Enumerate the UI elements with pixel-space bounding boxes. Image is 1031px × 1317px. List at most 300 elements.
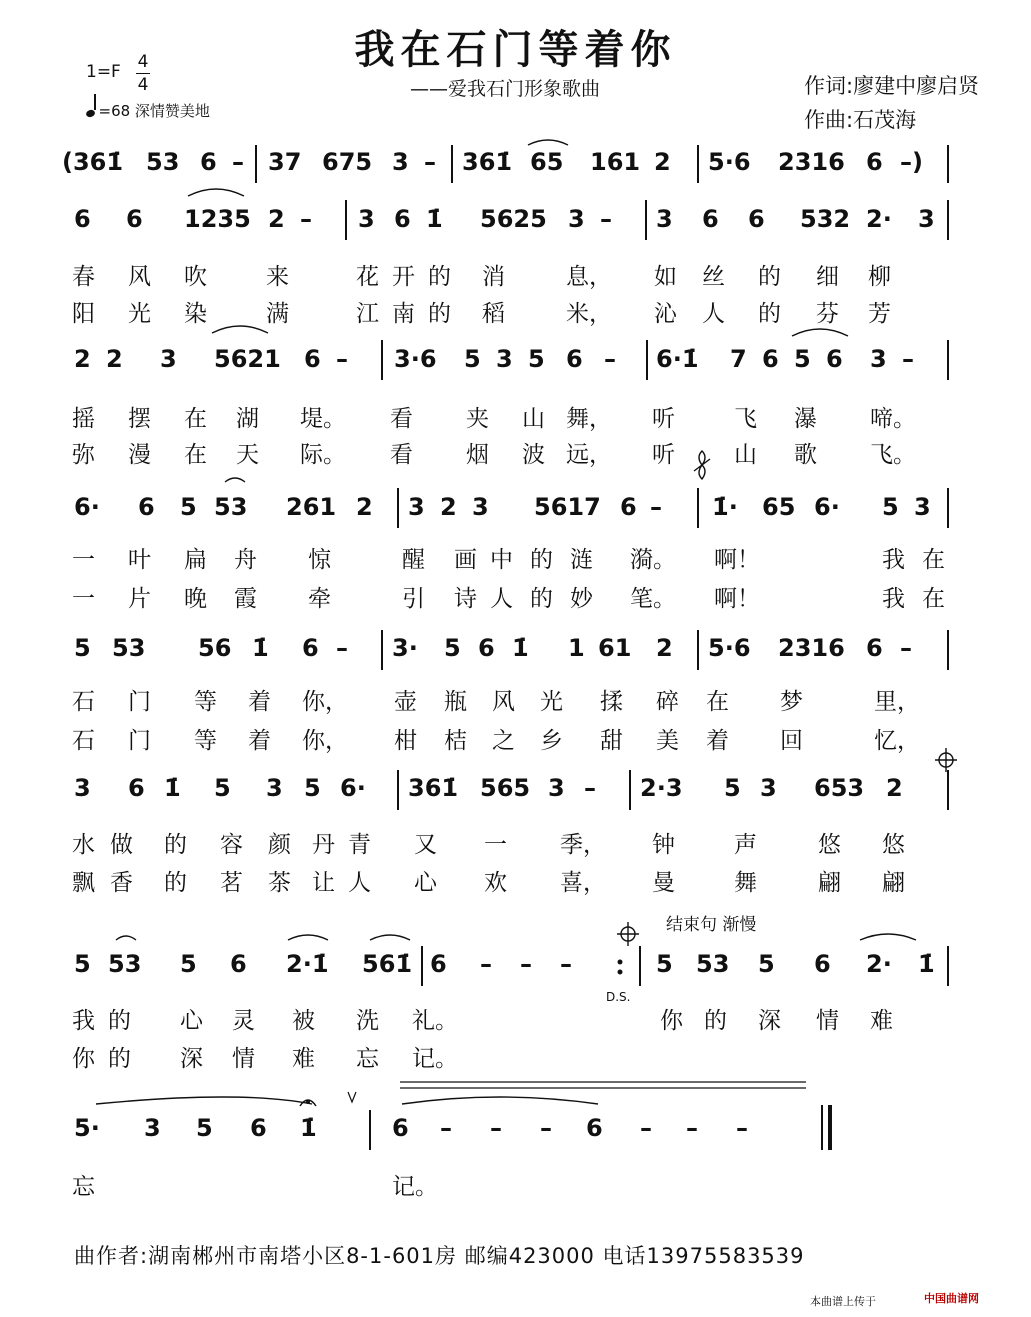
lyric-syllable: 钟 (652, 832, 675, 858)
lyric-syllable: 远， (566, 442, 612, 468)
note-group: 5 (214, 774, 231, 802)
lyric-syllable: 春 (72, 264, 95, 290)
lyric-syllable: 中 (490, 547, 513, 573)
note-group: 1 (568, 634, 585, 662)
note-group: 3 (266, 774, 283, 802)
lyric-syllable: 舞， (566, 406, 612, 432)
lyric-syllable: 欢 (484, 870, 507, 896)
tempo-text: =68 深情赞美地 (98, 102, 210, 120)
note-group: 61 (598, 634, 632, 662)
lyric-syllable: 等 (194, 689, 217, 715)
lyric-syllable: 记。 (392, 1174, 438, 1200)
note-group: 6 (138, 493, 155, 521)
lyric-syllable: 的 (530, 586, 553, 612)
lyric-syllable: 之 (492, 728, 515, 754)
lyric-syllable: 稻 (482, 301, 505, 327)
lyric-syllable: 飞 (734, 406, 757, 432)
lyric-syllable: 人 (702, 301, 725, 327)
lyric-syllable: 夹 (466, 406, 489, 432)
lyric-syllable: 灵 (232, 1008, 255, 1034)
note-group: 1̇ (426, 205, 443, 233)
lyric-syllable: 弥 (72, 442, 95, 468)
note-group: 3 (918, 205, 935, 233)
lyric-syllable: 深 (758, 1008, 781, 1034)
lyric-syllable: 摇 (72, 406, 95, 432)
note-group: 6 (430, 950, 447, 978)
note-group: 3 (870, 345, 887, 373)
lyric-syllable: 柑 (394, 728, 417, 754)
lyric-syllable: 光 (128, 301, 151, 327)
lyric-syllable: 漫 (128, 442, 151, 468)
lyric-syllable: 花 (356, 264, 379, 290)
lyric-syllable: 柳 (868, 264, 891, 290)
note-group: 6· (74, 493, 100, 521)
lyric-syllable: 瓶 (444, 689, 467, 715)
note-group: – (480, 950, 492, 978)
lyric-syllable: 青 (348, 832, 371, 858)
note-group: 6 (762, 345, 779, 373)
note-group: 53 (108, 950, 142, 978)
lyric-syllable: 片 (128, 586, 151, 612)
lyric-syllable: 香 (110, 870, 133, 896)
lyric-syllable: 桔 (444, 728, 467, 754)
lyric-syllable: 的 (108, 1046, 131, 1072)
note-group: 2·1̇ (286, 950, 329, 978)
note-group: 5 (528, 345, 545, 373)
note-group: 53 (214, 493, 248, 521)
note-group: 5625 (480, 205, 547, 233)
lyric-syllable: 碎 (656, 689, 679, 715)
lyric-syllable: 啊！ (714, 547, 760, 573)
note-group: 361̇ (462, 148, 513, 176)
lyric-syllable: 石 (72, 689, 95, 715)
note-group: 5 (180, 950, 197, 978)
site-logo: 中国曲谱网 (924, 1292, 979, 1305)
note-group: 2 (268, 205, 285, 233)
lyric-syllable: 吹 (184, 264, 207, 290)
lyricist-credit: 作词:廖建中廖启贤 (804, 74, 980, 98)
note-group: 6 (74, 205, 91, 233)
upload-note: 本曲谱上传于 (810, 1295, 876, 1308)
note-group: 6 (394, 205, 411, 233)
lyric-syllable: 波 (522, 442, 545, 468)
lyric-syllable: 着 (706, 728, 729, 754)
lyric-syllable: 着 (248, 689, 271, 715)
note-group: 6· (814, 493, 840, 521)
lyric-syllable: 一 (484, 832, 507, 858)
note-group: – (232, 148, 244, 176)
lyric-syllable: 米， (566, 301, 612, 327)
lyric-syllable: 茗 (220, 870, 243, 896)
note-group: – (336, 345, 348, 373)
lyric-syllable: 飞。 (870, 442, 916, 468)
lyric-syllable: 芳 (868, 301, 891, 327)
page-title: 我在石门等着你 (354, 26, 677, 73)
note-group: 65 (530, 148, 564, 176)
note-group: 3 (548, 774, 565, 802)
lyric-syllable: 的 (428, 301, 451, 327)
note-group: 5617 (534, 493, 601, 521)
lyric-syllable: 瀑 (794, 406, 817, 432)
lyric-syllable: 乡 (540, 728, 563, 754)
note-group: – (600, 205, 612, 233)
note-group: 6 (302, 634, 319, 662)
note-group: 1̇ (164, 774, 181, 802)
note-group: 6 (748, 205, 765, 233)
note-group: 5 (758, 950, 775, 978)
note-group: 2 (74, 345, 91, 373)
note-group: 6 (250, 1114, 267, 1142)
note-group: 1̇ (512, 634, 529, 662)
lyric-syllable: 记。 (412, 1046, 458, 1072)
lyric-syllable: 飘 (72, 870, 95, 896)
note-group: 5 (196, 1114, 213, 1142)
lyric-syllable: 堤。 (300, 406, 346, 432)
lyric-syllable: 在 (922, 547, 945, 573)
lyric-syllable: 石 (72, 728, 95, 754)
note-group: – (900, 634, 912, 662)
lyric-syllable: 声 (734, 832, 757, 858)
note-group: – (424, 148, 436, 176)
note-group: 3 (408, 493, 425, 521)
note-group: 1̇ (300, 1114, 317, 1142)
lyric-syllable: 里， (874, 689, 920, 715)
note-group: 3 (472, 493, 489, 521)
note-group: 5· (74, 1114, 100, 1142)
note-group: 6 (478, 634, 495, 662)
lyric-syllable: 风 (492, 689, 515, 715)
lyric-syllable: 细 (816, 264, 839, 290)
time-sig-top: 4 (137, 52, 149, 72)
lyric-syllable: 如 (654, 264, 677, 290)
note-group: 6 (620, 493, 637, 521)
note-group: 56 (198, 634, 232, 662)
lyric-syllable: 的 (164, 870, 187, 896)
note-group: – (902, 345, 914, 373)
note-group: – (686, 1114, 698, 1142)
lyric-syllable: 的 (108, 1008, 131, 1034)
lyric-syllable: 容 (220, 832, 243, 858)
lyric-syllable: 天 (236, 442, 259, 468)
note-group: 5 (74, 950, 91, 978)
lyric-syllable: 芬 (816, 301, 839, 327)
lyric-syllable: 礼。 (412, 1008, 458, 1034)
lyric-syllable: 引 (402, 586, 425, 612)
note-group: 2316 (778, 634, 845, 662)
lyric-syllable: 悠 (818, 832, 841, 858)
lyric-syllable: 扁 (184, 547, 207, 573)
lyric-syllable: 水 (72, 832, 95, 858)
lyric-syllable: 舞 (734, 870, 757, 896)
note-group: –) (900, 148, 923, 176)
note-group: 6 (128, 774, 145, 802)
lyric-syllable: 我 (72, 1008, 95, 1034)
lyric-syllable: 光 (540, 689, 563, 715)
lyric-syllable: 一 (72, 586, 95, 612)
lyric-syllable: 心 (414, 870, 437, 896)
note-group: 6 (230, 950, 247, 978)
note-group: – (650, 493, 662, 521)
note-group: 6 (586, 1114, 603, 1142)
note-group: 5·6 (708, 148, 751, 176)
lyric-syllable: 曼 (652, 870, 675, 896)
note-group: 5 (74, 634, 91, 662)
lyric-syllable: 画 (454, 547, 477, 573)
note-group: 5 (444, 634, 461, 662)
note-group: – (604, 345, 616, 373)
lyric-syllable: 翩 (882, 870, 905, 896)
note-group: 2 (886, 774, 903, 802)
note-group: 561̇ (362, 950, 413, 978)
lyric-syllable: 季， (560, 832, 606, 858)
lyric-syllable: 诗 (454, 586, 477, 612)
note-group: 3 (496, 345, 513, 373)
lyric-syllable: 晚 (184, 586, 207, 612)
lyric-syllable: 茶 (268, 870, 291, 896)
lyric-syllable: 门 (128, 728, 151, 754)
note-group: 2 (356, 493, 373, 521)
lyric-syllable: 摆 (128, 406, 151, 432)
lyric-syllable: 妙 (570, 586, 593, 612)
note-group: – (560, 950, 572, 978)
lyric-syllable: 你， (302, 728, 348, 754)
note-group: 1̇· (712, 493, 738, 521)
note-group: 6 (702, 205, 719, 233)
note-group: 3 (358, 205, 375, 233)
lyric-syllable: 山 (734, 442, 757, 468)
note-group: 2·3 (640, 774, 683, 802)
ds-marking: D.S. (606, 990, 631, 1004)
note-group: 532 (800, 205, 851, 233)
lyric-syllable: 听 (652, 406, 675, 432)
lyric-syllable: 的 (428, 264, 451, 290)
lyric-syllable: 啊！ (714, 586, 760, 612)
note-group: 2 (440, 493, 457, 521)
lyric-syllable: 梦 (780, 689, 803, 715)
lyric-syllable: 霞 (234, 586, 257, 612)
note-group: 3 (74, 774, 91, 802)
note-group: – (540, 1114, 552, 1142)
note-group: 5 (464, 345, 481, 373)
lyric-syllable: 的 (758, 264, 781, 290)
note-group: 5 (794, 345, 811, 373)
lyric-syllable: 忆， (874, 728, 920, 754)
note-group: (361̇ (62, 148, 124, 176)
lyric-syllable: 你 (660, 1008, 683, 1034)
note-group: – (336, 634, 348, 662)
note-group: 6· (340, 774, 366, 802)
lyric-syllable: 丹 (312, 832, 335, 858)
note-group: 5 (304, 774, 321, 802)
lyric-syllable: 被 (292, 1008, 315, 1034)
note-group: 2· (866, 205, 892, 233)
note-group: 261 (286, 493, 337, 521)
lyric-syllable: 忘 (356, 1046, 379, 1072)
lyric-syllable: 烟 (466, 442, 489, 468)
lyric-syllable: 沁 (654, 301, 677, 327)
note-group: 6 (200, 148, 217, 176)
lyric-syllable: 牵 (308, 586, 331, 612)
lyric-syllable: 你， (302, 689, 348, 715)
note-group: 3·6 (394, 345, 437, 373)
lyric-syllable: 的 (704, 1008, 727, 1034)
lyric-syllable: 颜 (268, 832, 291, 858)
lyric-syllable: 回 (780, 728, 803, 754)
time-sig-bottom: 4 (137, 75, 149, 95)
lyric-syllable: 情 (816, 1008, 839, 1034)
lyric-syllable: 洗 (356, 1008, 379, 1034)
note-group: – (584, 774, 596, 802)
note-group: 2· (866, 950, 892, 978)
footer-contact: 曲作者:湖南郴州市南塔小区8-1-601房 邮编423000 电话13975583539 (74, 1244, 805, 1268)
lyric-syllable: 消 (482, 264, 505, 290)
note-group: 53 (112, 634, 146, 662)
lyric-syllable: 涟 (570, 547, 593, 573)
note-group: 6 (304, 345, 321, 373)
lyric-syllable: 在 (184, 406, 207, 432)
note-group: – (440, 1114, 452, 1142)
lyric-syllable: 听 (652, 442, 675, 468)
note-group: 6 (826, 345, 843, 373)
note-group: – (300, 205, 312, 233)
note-group: 2 (106, 345, 123, 373)
lyric-syllable: 忘 (72, 1174, 95, 1200)
lyric-syllable: 美 (656, 728, 679, 754)
note-group: 161 (590, 148, 641, 176)
note-group: 3 (144, 1114, 161, 1142)
lyric-syllable: 江 (356, 301, 379, 327)
lyric-syllable: 翩 (818, 870, 841, 896)
lyric-syllable: 让 (312, 870, 335, 896)
lyric-syllable: 丝 (702, 264, 725, 290)
note-group: 3 (914, 493, 931, 521)
note-group: 5 (724, 774, 741, 802)
note-group: 6 (392, 1114, 409, 1142)
note-group: 3 (760, 774, 777, 802)
subtitle: ——爱我石门形象歌曲 (410, 78, 601, 100)
lyric-syllable: 惊 (308, 547, 331, 573)
lyric-syllable: 我 (882, 586, 905, 612)
lyric-syllable: 悠 (882, 832, 905, 858)
lyric-syllable: 喜， (560, 870, 606, 896)
note-group: 3 (160, 345, 177, 373)
lyric-syllable: 人 (490, 586, 513, 612)
note-group: 3 (656, 205, 673, 233)
lyric-syllable: 深 (180, 1046, 203, 1072)
note-group: 2 (656, 634, 673, 662)
note-group: 65 (762, 493, 796, 521)
lyric-syllable: 歌 (794, 442, 817, 468)
note-group: 6 (126, 205, 143, 233)
note-group: 6 (866, 148, 883, 176)
lyric-syllable: 南 (392, 301, 415, 327)
lyric-syllable: 看 (390, 442, 413, 468)
note-group: 53 (696, 950, 730, 978)
note-group: 6 (814, 950, 831, 978)
note-group: 6 (866, 634, 883, 662)
note-group: 5·6 (708, 634, 751, 662)
lyric-syllable: 人 (348, 870, 371, 896)
lyric-syllable: 的 (758, 301, 781, 327)
lyric-syllable: 阳 (72, 301, 95, 327)
note-group: 6·1̇ (656, 345, 699, 373)
lyric-syllable: 舟 (234, 547, 257, 573)
note-group: 653 (814, 774, 865, 802)
note-group: – (520, 950, 532, 978)
note-group: 1̇ (252, 634, 269, 662)
lyric-syllable: 你 (72, 1046, 95, 1072)
lyric-syllable: 又 (414, 832, 437, 858)
lyric-syllable: 甜 (600, 728, 623, 754)
lyric-syllable: 在 (706, 689, 729, 715)
lyric-syllable: 难 (292, 1046, 315, 1072)
lyric-syllable: 啼。 (870, 406, 916, 432)
lyric-syllable: 在 (922, 586, 945, 612)
lyric-syllable: 等 (194, 728, 217, 754)
lyric-syllable: 看 (390, 406, 413, 432)
note-group: 5 (656, 950, 673, 978)
key-signature: 1=F (86, 62, 121, 82)
lyric-syllable: 揉 (600, 689, 623, 715)
ending-annotation: 结束句 渐慢 (666, 915, 757, 935)
composer-credit: 作曲:石茂海 (804, 108, 917, 132)
note-group: 6 (566, 345, 583, 373)
note-group: 565 (480, 774, 531, 802)
lyric-syllable: 心 (180, 1008, 203, 1034)
lyric-syllable: 门 (128, 689, 151, 715)
lyric-syllable: 情 (232, 1046, 255, 1072)
lyric-syllable: 难 (870, 1008, 893, 1034)
note-group: 3 (392, 148, 409, 176)
lyric-syllable: 际。 (300, 442, 346, 468)
lyric-syllable: 来 (266, 264, 289, 290)
lyric-syllable: 叶 (128, 547, 151, 573)
lyric-syllable: 开 (392, 264, 415, 290)
note-group: 37 (268, 148, 302, 176)
lyric-syllable: 我 (882, 547, 905, 573)
note-group: 1235 (184, 205, 251, 233)
note-group: – (736, 1114, 748, 1142)
note-group: 7 (730, 345, 747, 373)
note-group: 1̇ (918, 950, 935, 978)
lyric-syllable: 息， (566, 264, 612, 290)
note-group: – (490, 1114, 502, 1142)
note-group: 3 (568, 205, 585, 233)
note-group: 2 (654, 148, 671, 176)
lyric-syllable: 做 (110, 832, 133, 858)
lyric-syllable: 的 (164, 832, 187, 858)
note-group: 5621 (214, 345, 281, 373)
note-group: 53 (146, 148, 180, 176)
note-group: 2316 (778, 148, 845, 176)
lyric-syllable: 的 (530, 547, 553, 573)
lyric-syllable: 湖 (236, 406, 259, 432)
lyric-syllable: 醒 (402, 547, 425, 573)
lyric-syllable: 山 (522, 406, 545, 432)
lyric-syllable: 风 (128, 264, 151, 290)
lyric-syllable: 着 (248, 728, 271, 754)
lyric-syllable: 满 (266, 301, 289, 327)
lyric-syllable: 笔。 (630, 586, 676, 612)
lyric-syllable: 一 (72, 547, 95, 573)
note-group: 3· (392, 634, 418, 662)
note-group: 361̇ (408, 774, 459, 802)
note-group: 5 (180, 493, 197, 521)
lyric-syllable: 漪。 (630, 547, 676, 573)
lyric-syllable: 染 (184, 301, 207, 327)
note-group: 675 (322, 148, 373, 176)
lyric-syllable: 壶 (394, 689, 417, 715)
